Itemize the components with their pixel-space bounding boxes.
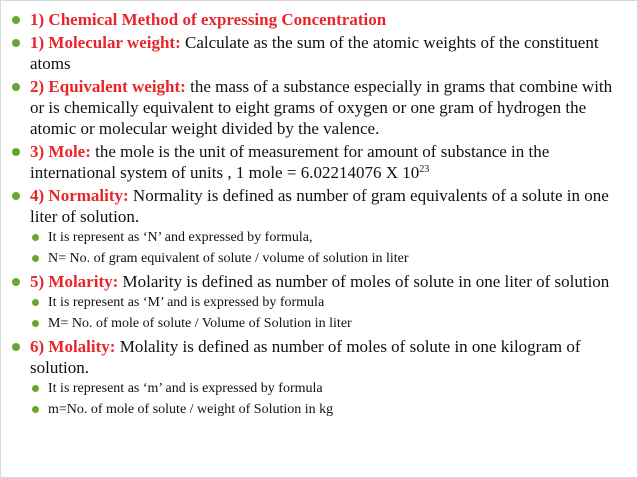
bullet-dot-icon [12,343,20,351]
sub-item-text: M= No. of mole of solute / Volume of Solution in liter [48,316,352,331]
sub-list-item [8,401,630,419]
term-label: 1) Molecular weight: [30,33,181,52]
term-label: 5) Molarity: [30,272,119,291]
sub-list-item [8,250,630,268]
sub-list-item [8,380,630,398]
list-item-molarity [8,271,630,292]
sub-list-item [8,229,630,247]
bullet-dot-icon [12,192,20,200]
sub-item-text: N= No. of gram equivalent of solute / volume of solution in liter [48,251,409,266]
slide-title: 1) Chemical Method of expressing Concentration [30,10,387,29]
list-item-mole [8,141,630,183]
term-label: 6) Molality: [30,337,116,356]
term-label: 2) Equivalent weight: [30,77,186,96]
bullet-dot-icon [12,39,20,47]
bullet-dot-icon [12,278,20,286]
bullet-dot-icon [32,406,39,413]
list-item-normality [8,185,630,227]
definition-text: the mass of a substance especially in grams that combine with or is chemically equivalent to eight grams of oxygen or one gram of hydrogen the atomic or molecular weight divided by the valence. [30,77,613,138]
bullet-dot-icon [32,320,39,327]
sub-list-item [8,294,630,312]
definition-text: Calculate as the sum of the atomic weights of the constituent atoms [30,33,599,73]
term-label: 4) Normality: [30,186,129,205]
sub-item-text: It is represent as ‘m’ and is expressed by formula [48,381,323,396]
slide-content [8,9,630,422]
sub-item-text: m=No. of mole of solute / weight of Solution in kg [48,402,334,417]
bullet-dot-icon [32,234,39,241]
list-item-equivalent-weight [8,76,630,139]
bullet-dot-icon [12,148,20,156]
bullet-dot-icon [12,16,20,24]
definition-text: the mole is the unit of measurement for amount of substance in the international system of units , 1 mole = 6.02214076 X 10 [30,142,550,182]
definition-text: Normality is defined as number of gram equivalents of a solute in one liter of solution. [30,186,609,226]
definition-text: Molarity is defined as number of moles of solute in one liter of solution [118,272,610,291]
bullet-dot-icon [32,299,39,306]
sub-list-item [8,315,630,333]
sub-item-text: It is represent as ‘M’ and is expressed by formula [48,295,325,310]
exponent: 23 [419,164,430,175]
bullet-dot-icon [32,385,39,392]
list-item-molality [8,336,630,378]
title-item [8,9,630,30]
list-item-molecular-weight [8,32,630,74]
bullet-dot-icon [32,255,39,262]
term-label: 3) Mole: [30,142,91,161]
sub-item-text: It is represent as ‘N’ and expressed by formula, [48,230,313,245]
definition-text: Molality is defined as number of moles of solute in one kilogram of solution. [30,337,581,377]
bullet-dot-icon [12,83,20,91]
